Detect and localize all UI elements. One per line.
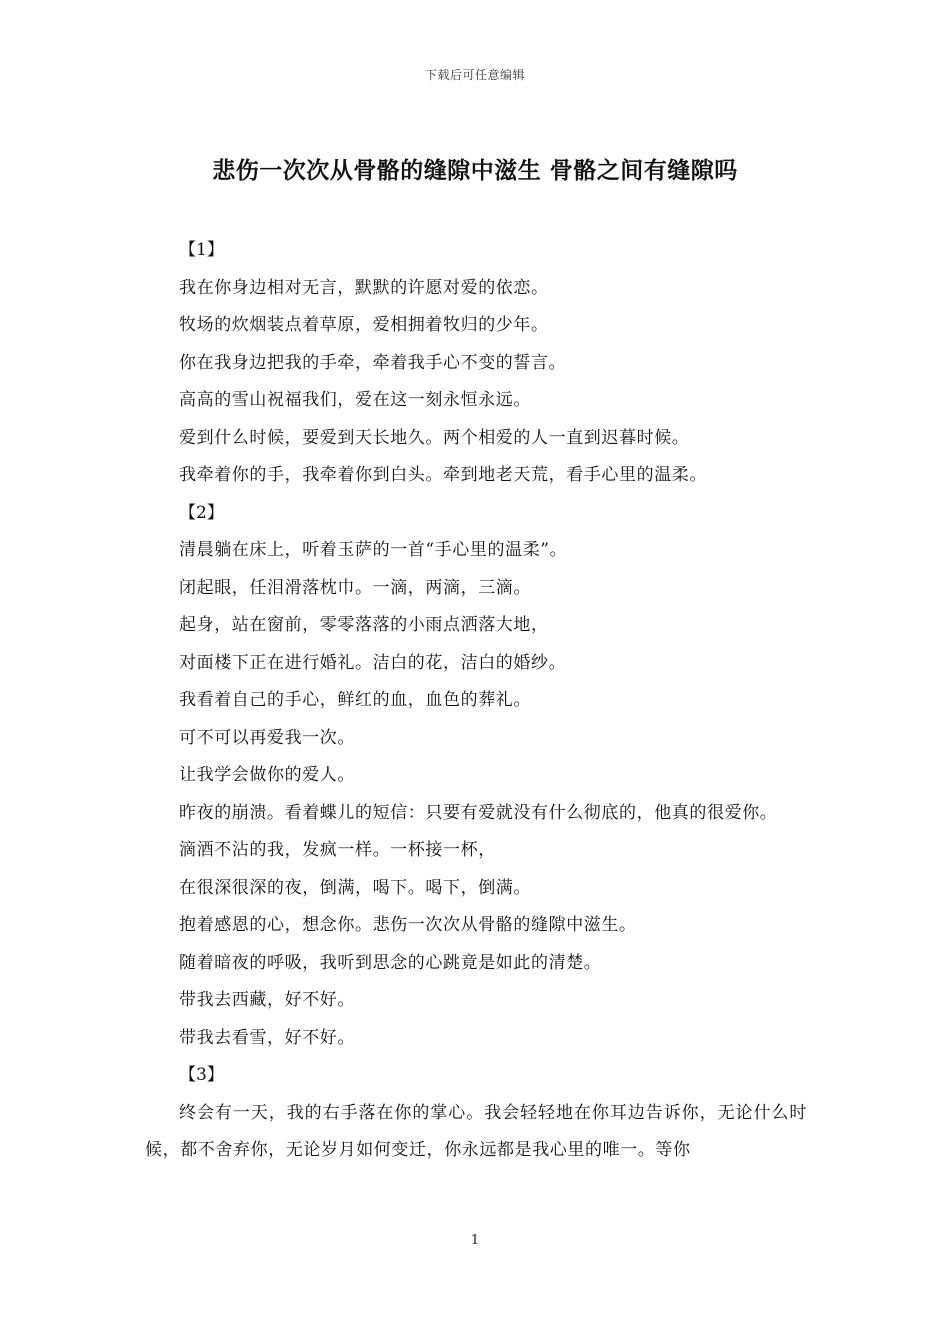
paragraph: 高高的雪山祝福我们，爱在这一刻永恒永远。: [179, 390, 531, 410]
paragraph: 随着暗夜的呼吸，我听到思念的心跳竟是如此的清楚。: [179, 952, 602, 973]
paragraph: 爱到什么时候，要爱到天长地久。两个相爱的人一直到迟暮时候。: [179, 427, 690, 448]
paragraph: 我在你身边相对无言，默默的许愿对爱的依恋。: [179, 277, 549, 298]
paragraph: 终会有一天，我的右手落在你的掌心。我会轻轻地在你耳边告诉你，无论什么时候，都不舍弃你，无论岁月如何变迁，你永远都是我心里的唯一。等你: [145, 1102, 807, 1160]
header-note: 下载后可任意编辑: [424, 68, 525, 82]
paragraph: 你在我身边把我的手牵，牵着我手心不变的誓言。: [179, 352, 567, 373]
paragraph: 起身，站在窗前，零零落落的小雨点洒落大地，: [179, 615, 549, 635]
paragraph: 闭起眼，任泪滑落枕巾。一滴，两滴，三滴。: [179, 577, 531, 598]
paragraph: 带我去看雪，好不好。: [179, 1027, 355, 1048]
paragraph: 让我学会做你的爱人。: [179, 765, 355, 785]
page-title: 悲伤一次次从骨骼的缝隙中滋生 骨骼之间有缝隙吗: [212, 157, 738, 184]
page-number: 1: [470, 1233, 480, 1248]
section-heading: 【2】: [179, 502, 224, 523]
section-heading: 【1】: [179, 240, 224, 260]
paragraph: 在很深很深的夜，倒满，喝下。喝下，倒满。: [179, 877, 531, 898]
section-heading: 【3】: [179, 1065, 224, 1085]
paragraph: 牧场的炊烟装点着草原，爱相拥着牧归的少年。: [179, 315, 549, 335]
paragraph: 清晨躺在床上，听着玉萨的一首“手心里的温柔”。: [179, 540, 568, 560]
paragraph: 我看着自己的手心，鲜红的血，血色的葬礼。: [179, 690, 531, 710]
paragraph: 昨夜的崩溃。看着蝶儿的短信：只要有爱就没有什么彻底的，他真的很爱你。: [179, 802, 778, 823]
paragraph: 我牵着你的手，我牵着你到白头。牵到地老天荒，看手心里的温柔。: [179, 465, 707, 485]
document-body: [145, 232, 807, 1170]
paragraph: 抱着感恩的心，想念你。悲伤一次次从骨骼的缝隙中滋生。: [179, 915, 637, 935]
paragraph: 对面楼下正在进行婚礼。洁白的花，洁白的婚纱。: [179, 652, 567, 673]
paragraph: 滴酒不沾的我，发疯一样。一杯接一杯，: [179, 840, 496, 860]
paragraph: 可不可以再爱我一次。: [179, 727, 355, 748]
paragraph: 带我去西藏，好不好。: [179, 990, 355, 1010]
